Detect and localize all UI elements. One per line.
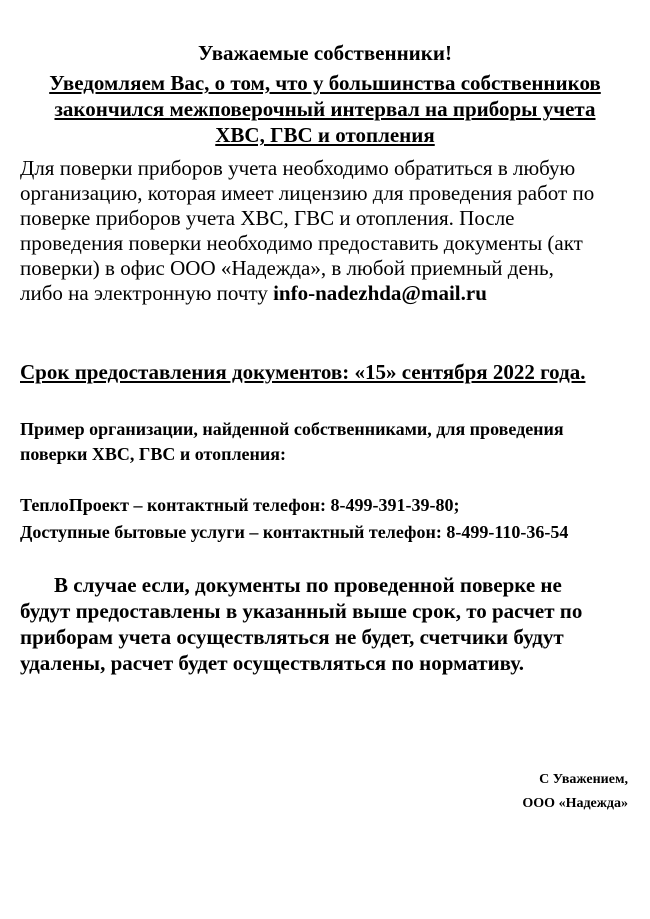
instructions-paragraph (20, 156, 640, 306)
example-line: поверки ХВС, ГВС и отопления: (20, 444, 287, 464)
signature-line: С Уважением, (539, 772, 628, 787)
example-organizations-heading (20, 417, 640, 467)
example-line: Пример организации, найденной собственниками, для проведения (20, 419, 564, 439)
body-line: поверки) в офис ООО «Надежда», в любой приемный день, (20, 256, 554, 280)
body-line: организацию, которая имеет лицензию для проведения работ по (20, 181, 595, 205)
deadline-text: Срок предоставления документов: «15» сентября 2022 года. (20, 360, 586, 384)
notice-headline (20, 70, 630, 148)
contact-item: ТеплоПроект – контактный телефон: 8-499-391-39-80; (20, 495, 460, 515)
warning-line: удалены, расчет будет осуществляться по нормативу. (20, 651, 524, 675)
warning-paragraph (20, 572, 640, 676)
signature-line: ООО «Надежда» (522, 796, 628, 811)
headline-line: закончился межповерочный интервал на приборы учета (54, 97, 596, 121)
body-line: проведения поверки необходимо предоставить документы (акт (20, 231, 583, 255)
greeting-heading: Уважаемые собственники! (198, 41, 452, 65)
warning-line: В случае если, документы по проведенной поверке не (54, 573, 562, 597)
body-line-email (20, 281, 640, 306)
body-line: Для поверки приборов учета необходимо обратиться в любую (20, 156, 576, 180)
warning-line: будут предоставлены в указанный выше срок, то расчет по (20, 599, 583, 623)
headline-line: ХВС, ГВС и отопления (215, 123, 435, 147)
contacts-list (20, 492, 640, 546)
signature-block (522, 768, 628, 816)
contact-item: Доступные бытовые услуги – контактный телефон: 8-499-110-36-54 (20, 522, 569, 542)
warning-line: приборам учета осуществляться не будет, счетчики будут (20, 625, 564, 649)
headline-line: Уведомляем Вас, о том, что у большинства собственников (49, 71, 601, 95)
email-link[interactable]: info-nadezhda@mail.ru (273, 281, 487, 305)
body-line: поверке приборов учета ХВС, ГВС и отопления. После (20, 206, 515, 230)
email-prefix: либо на электронную почту (20, 281, 274, 305)
